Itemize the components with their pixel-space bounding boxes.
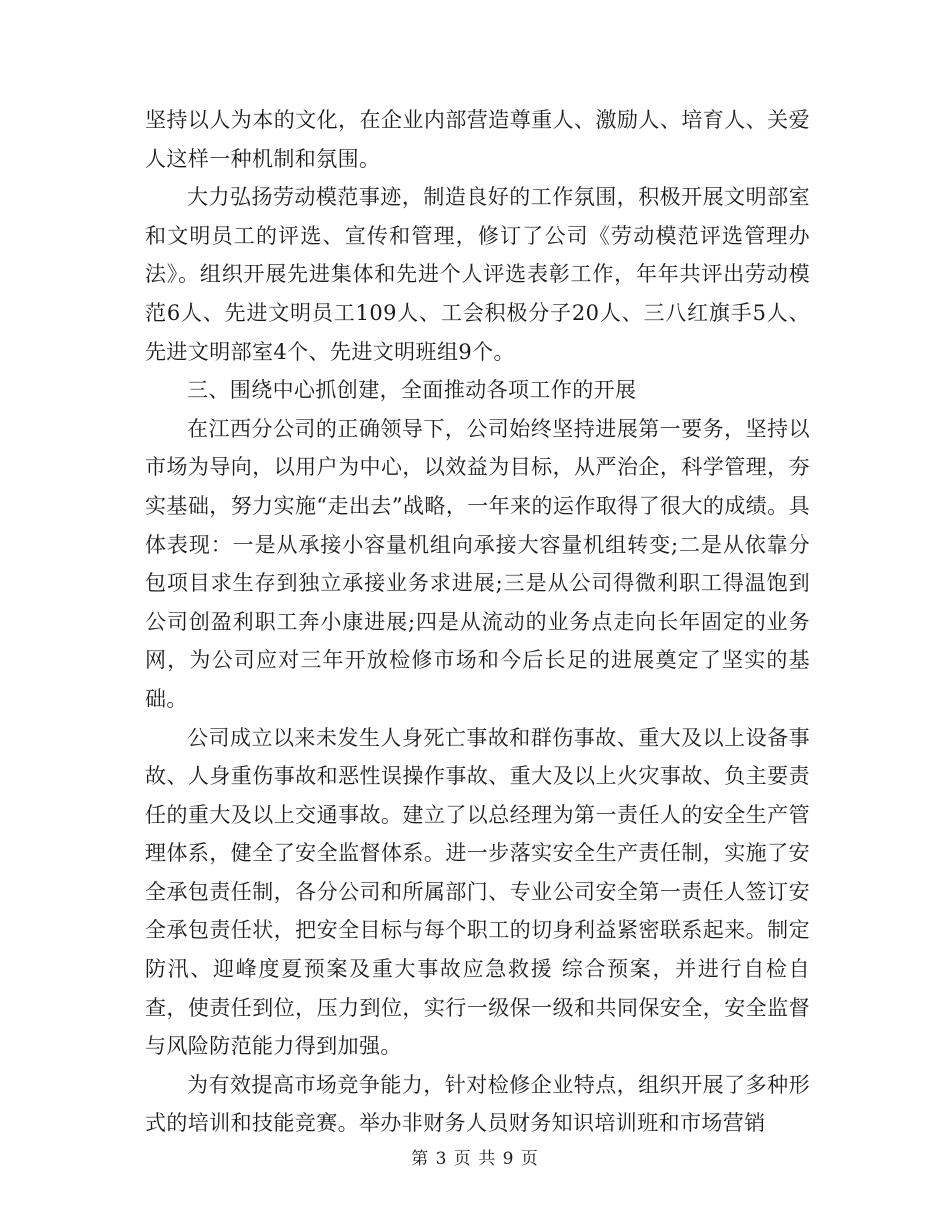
paragraph-labor-models: 大力弘扬劳动模范事迹，制造良好的工作氛围，积极开展文明部室和文明员工的评选、宣传和管理，修订了公司《劳动模范评选管理办法》。组织开展先进集体和先进个人评选表彰工作，年年共评出劳动模范6人、先进文明员工109人、工会积极分子20人、三八红旗手5人、先进文明部室4个、先进文明班组9个。 — [145, 185, 810, 364]
document-body — [145, 101, 810, 1143]
paragraph-safety: 公司成立以来未发生人身死亡事故和群伤事故、重大及以上设备事故、人身重伤事故和恶性误操作事故、重大及以上火灾事故、负主要责任的重大及以上交通事故。建立了以总经理为第一责任人的安全生产管理体系，健全了安全监督体系。进一步落实安全生产责任制，实施了安全承包责任制，各分公司和所属部门、专业公司安全第一责任人签订安全承包责任状，把安全目标与每个职工的切身利益紧密联系起来。制定防汛、迎峰度夏预案及重大事故应急救援 综合预案，并进行自检自查，使责任到位，压力到位，实行一级保一级和共同保安全，安全监督与风险防范能力得到加强。 — [145, 725, 810, 1059]
paragraph-continuation: 坚持以人为本的文化，在企业内部营造尊重人、激励人、培育人、关爱人这样一种机制和氛围。 — [145, 108, 810, 171]
paragraph-achievements: 在江西分公司的正确领导下，公司始终坚持进展第一要务，坚持以市场为导向，以用户为中心，以效益为目标，从严治企，科学管理，夯实基础，努力实施“走出去”战略，一年来的运作取得了很大的成绩。具体表现：一是从承接小容量机组向承接大容量机组转变;二是从依靠分包项目求生存到独立承接业务求进展;三是从公司得微利职工得温饱到公司创盈利职工奔小康进展;四是从流动的业务点走向长年固定的业务网，为公司应对三年开放检修市场和今后长足的进展奠定了坚实的基础。 — [145, 416, 810, 711]
paragraph-training: 为有效提高市场竞争能力，针对检修企业特点，组织开展了多种形式的培训和技能竞赛。举办非财务人员财务知识培训班和市场营销 — [145, 1072, 810, 1136]
page-number-footer: 第 3 页 共 9 页 — [411, 1149, 539, 1169]
section-heading: 三、围绕中心抓创建，全面推动各项工作的开展 — [187, 378, 637, 403]
